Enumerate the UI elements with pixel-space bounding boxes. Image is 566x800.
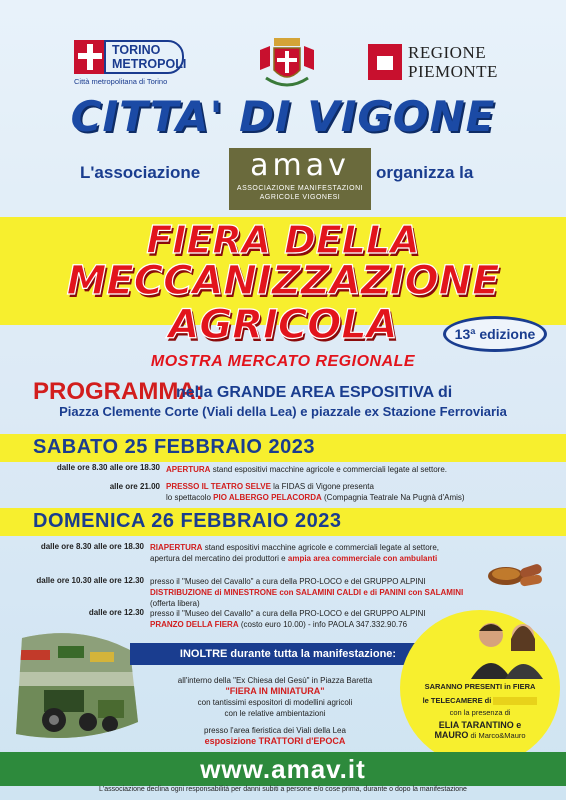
sabato-row2-company: (Compagnia Teatrale Na Pugnà d'Amis): [324, 493, 465, 502]
inoltre-line4: con le relative ambientazioni: [224, 709, 326, 718]
inoltre-miniatura: "FIERA IN MINIATURA": [225, 686, 325, 696]
domenica-title: DOMENICA 26 FEBBRAIO 2023: [33, 510, 342, 532]
torino-flag-icon: [74, 40, 106, 74]
saranno-telecamere: le TELECAMERE di: [422, 696, 492, 705]
domenica-row3-time-text: dalle ore 12.30: [88, 608, 144, 617]
domenica-row1-time: [8, 542, 144, 551]
amav-logo-sub1: ASSOCIAZIONE MANIFESTAZIONI: [236, 185, 364, 192]
disclaimer: L'associazione declina ogni responsabilità per danni subiti a persone e/o cose prima, durante o dopo la manifestazione: [99, 786, 467, 793]
assoc-text-right: organizza la: [376, 163, 474, 182]
website-link[interactable]: www.amav.it: [200, 754, 366, 784]
fiera-title-line2: MECCANIZZAZIONE: [66, 258, 500, 304]
saranno-line1: SARANNO PRESENTI in FIERA: [424, 682, 536, 691]
tractor-miniatures-photo: [10, 630, 140, 742]
domenica-row1-line2-highlight: ampia area commerciale con ambulanti: [287, 554, 438, 563]
sabato-row2-time: [20, 482, 160, 491]
saranno-line4: ELIA TARANTINO e: [438, 720, 522, 730]
regione-piemonte-logo: [368, 44, 498, 84]
domenica-row2-offerta: (offerta libera): [150, 599, 200, 608]
amav-logo: [229, 148, 371, 210]
domenica-row3-highlight: PRANZO DELLA FIERA: [150, 620, 239, 629]
assoc-text-left: L'associazione: [80, 163, 201, 182]
domenica-row2-time-text: dalle ore 10.30 alle ore 12.30: [36, 576, 144, 585]
domenica-row3-info: (costo euro 10.00) - info PAOLA 347.332.90.76: [240, 620, 408, 629]
sabato-row2-text: la FIDAS di Vigone presenta: [273, 482, 374, 491]
salami-food-icon: [484, 560, 544, 588]
sabato-row1-time-text: dalle ore 8.30 alle ore 18.30: [56, 463, 160, 472]
inoltre-line3: con tantissimi espositori di modellini agricoli: [197, 698, 353, 707]
domenica-row3-time: [8, 608, 144, 617]
sabato-row2-time-text: alle ore 21.00: [109, 482, 160, 491]
domenica-row1-line2a: apertura del mercatino dei produttori e: [150, 554, 286, 563]
domenica-row1-text: stand espositivi macchine agricole e commerciali legate al settore,: [204, 543, 440, 552]
sabato-row1: [166, 464, 556, 475]
inoltre-details: [150, 675, 400, 747]
amav-logo-word: amav: [250, 148, 350, 183]
domenica-row1-highlight: RIAPERTURA: [150, 543, 203, 552]
domenica-row2-text: presso il "Museo del Cavallo" a cura della PRO-LOCO e del GRUPPO ALPINI: [150, 577, 426, 586]
tv-channel-logo-icon: [493, 697, 537, 705]
regione-line2: PIEMONTE: [408, 62, 498, 81]
torino-logo-line2: METROPOLI: [112, 57, 187, 71]
amav-logo-sub2: AGRICOLE VIGONESI: [259, 194, 341, 201]
sabato-row1-time: [20, 463, 160, 472]
vigone-crest-icon: [252, 36, 322, 92]
piemonte-flag-icon: [368, 44, 402, 80]
domenica-row3-text: presso il "Museo del Cavallo" a cura della PRO-LOCO e del GRUPPO ALPINI: [150, 609, 426, 618]
saranno-mauro: MAURO: [434, 730, 469, 740]
torino-logo-subtitle: Città metropolitana di Torino: [74, 77, 168, 86]
domenica-row2: [150, 576, 490, 609]
domenica-row3: [150, 608, 450, 630]
inoltre-trattori: esposizione TRATTORI d'EPOCA: [204, 736, 346, 746]
domenica-row2-time: [8, 576, 144, 585]
saranno-marco-mauro: di Marco&Mauro: [470, 731, 526, 740]
sabato-row1-highlight: APERTURA: [166, 465, 211, 474]
presenters-photo: [465, 617, 549, 679]
fiera-title-line3: AGRICOLA: [168, 302, 398, 348]
sabato-row2: [166, 481, 556, 503]
programma-area: nella GRANDE AREA ESPOSITIVA di: [176, 384, 453, 401]
programma-location: Piazza Clemente Corte (Viali della Lea) e piazzale ex Stazione Ferroviaria: [59, 404, 507, 419]
sabato-row1-text: stand espositivi macchine agricole e commerciali legate al settore.: [212, 465, 448, 474]
domenica-row2-highlight: DISTRIBUZIONE di MINESTRONE con SALAMINI CALDI e di PANINI con SALAMINI: [150, 588, 464, 597]
domenica-row1-time-text: dalle ore 8.30 alle ore 18.30: [40, 542, 144, 551]
sabato-title: SABATO 25 FEBBRAIO 2023: [33, 436, 315, 458]
regione-line1: REGIONE: [408, 43, 487, 62]
edizione-badge: 13ª edizione: [443, 316, 547, 352]
torino-logo-line1: TORINO: [112, 43, 161, 57]
inoltre-bar: INOLTRE durante tutta la manifestazione:: [130, 643, 446, 665]
page-title: CITTA' DI VIGONE: [70, 92, 496, 141]
fiera-title-line1: FIERA DELLA: [146, 218, 420, 262]
mostra-subtitle: MOSTRA MERCATO REGIONALE: [150, 353, 416, 370]
inoltre-line5: presso l'area fieristica dei Viali della Lea: [204, 726, 346, 735]
sabato-row2-show-name: PIO ALBERGO PELACORDA: [213, 493, 322, 502]
torino-metropoli-logo: [74, 40, 186, 92]
sabato-row2-line2a: lo spettacolo: [166, 493, 211, 502]
saranno-line3: con la presenza di: [449, 708, 511, 717]
programma-label: PROGRAMMA:: [33, 378, 204, 405]
inoltre-line1: all'interno della "Ex Chiesa del Gesù" in Piazza Baretta: [177, 676, 373, 685]
sabato-row2-highlight: PRESSO IL TEATRO SELVE: [166, 482, 271, 491]
tv-presence-text: [404, 682, 556, 741]
